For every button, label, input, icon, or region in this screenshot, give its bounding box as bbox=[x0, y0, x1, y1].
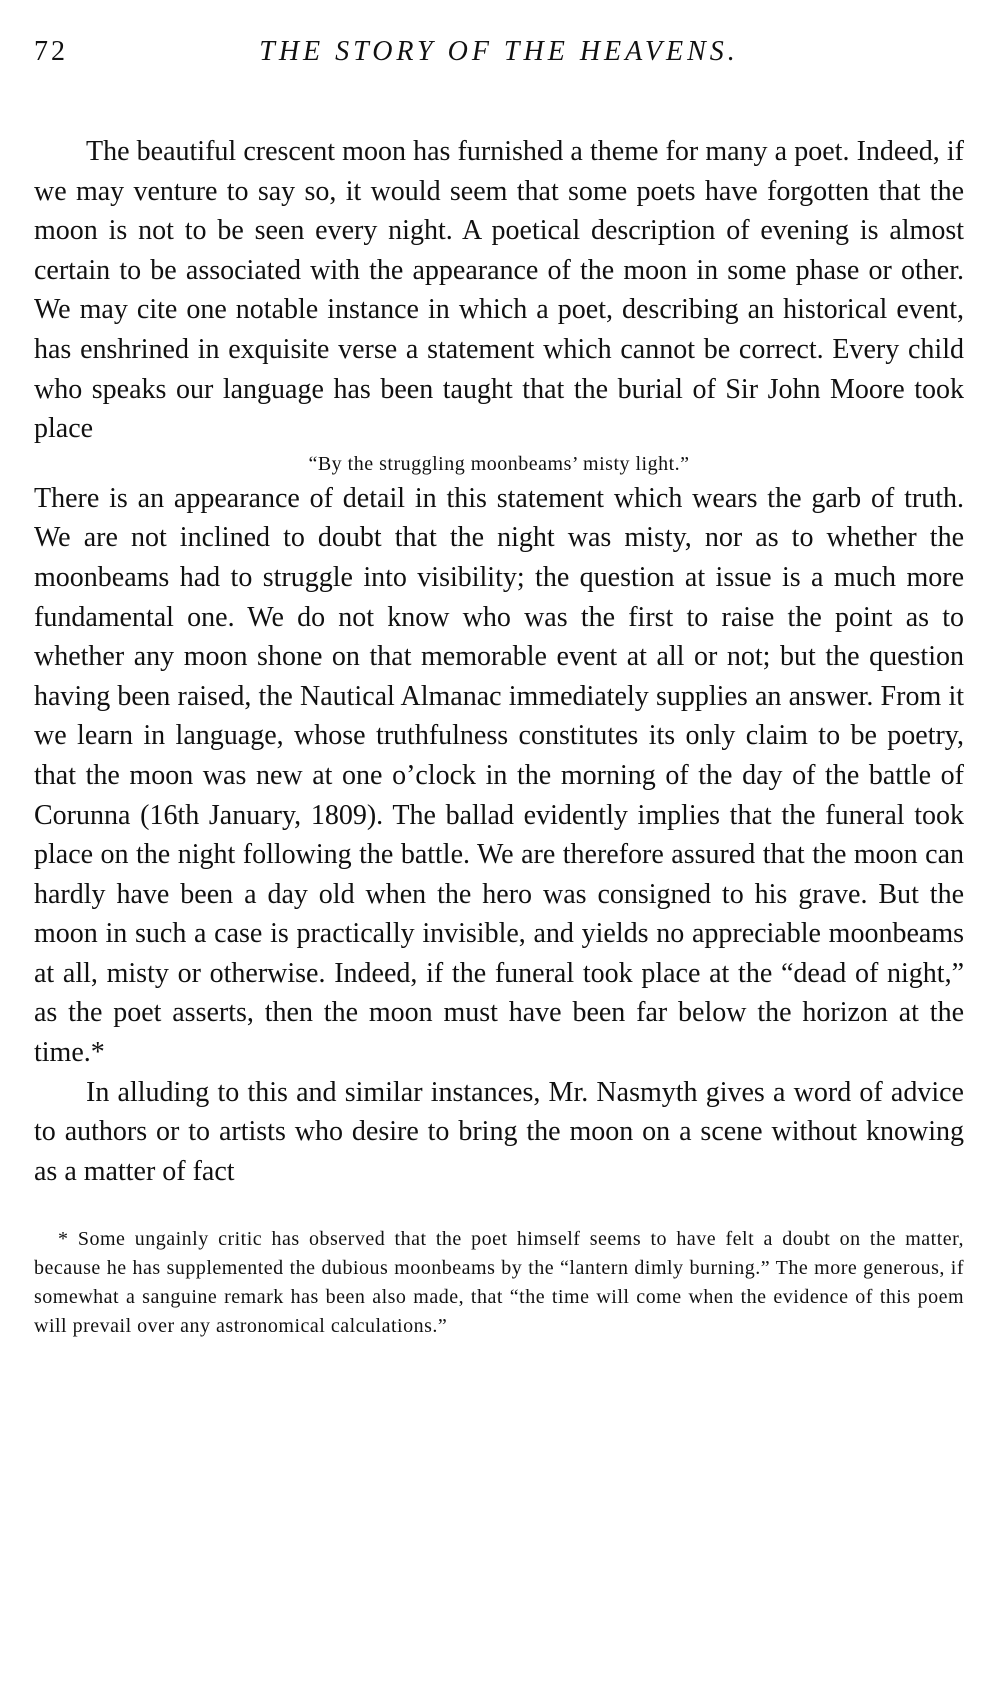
footnote: * Some ungainly critic has observed that the poet himself seems to have felt a doubt on the matter, because he has supplemented the dubious moonbeams by the “lantern dimly burning.” The more generous, if somewhat a sanguine remark has been also made, that “the time will come when the evidence of this poem will prevail over any astronomical calculations.” bbox=[34, 1228, 964, 1338]
paragraph-3: In alluding to this and similar instances, Mr. Nasmyth gives a word of advice to authors or to artists who desire to bring the moon on a scene without knowing as a matter of fact bbox=[34, 1076, 964, 1187]
book-page bbox=[34, 30, 964, 1361]
body-text bbox=[34, 132, 964, 1191]
running-head: THE STORY OF THE HEAVENS. bbox=[259, 36, 739, 67]
page-number: 72 bbox=[34, 36, 68, 67]
page-header bbox=[34, 30, 964, 82]
paragraph-1: The beautiful crescent moon has furnished a theme for many a poet. Indeed, if we may venture to say so, it would seem that some poets have forgotten that the moon is not to be seen every night. A poetical description of evening is almost certain to be associated with the appearance of the moon in some phase or other. We may cite one notable instance in which a poet, describing an historical event, has enshrined in exquisite verse a statement which cannot be correct. Every child who speaks our language has been taught that the burial of Sir John Moore took place bbox=[34, 136, 964, 445]
verse-quote: “By the struggling moonbeams’ misty light.” bbox=[308, 452, 690, 475]
paragraph-2: There is an appearance of detail in this statement which wears the garb of truth. We are not inclined to doubt that the night was misty, nor as to whether the moonbeams had to struggle into visibility; the question at issue is a much more fundamental one. We do not know who was the first to raise the point as to whether any moon shone on that memorable event at all or not; but the question having been raised, the Nautical Almanac immediately supplies an answer. From it we learn in language, whose truthfulness constitutes its only claim to be poetry, that the moon was new at one o’clock in the morning of the day of the battle of Corunna (16th January, 1809). The ballad evidently implies that the funeral took place on the night following the battle. We are therefore assured that the moon can hardly have been a day old when the hero was consigned to his grave. But the moon in such a case is practically invisible, and yields no appreciable moonbeams at all, misty or otherwise. Indeed, if the funeral took place at the “dead of night,” as the poet asserts, then the moon must have been far below the horizon at the time.* bbox=[34, 482, 964, 1069]
